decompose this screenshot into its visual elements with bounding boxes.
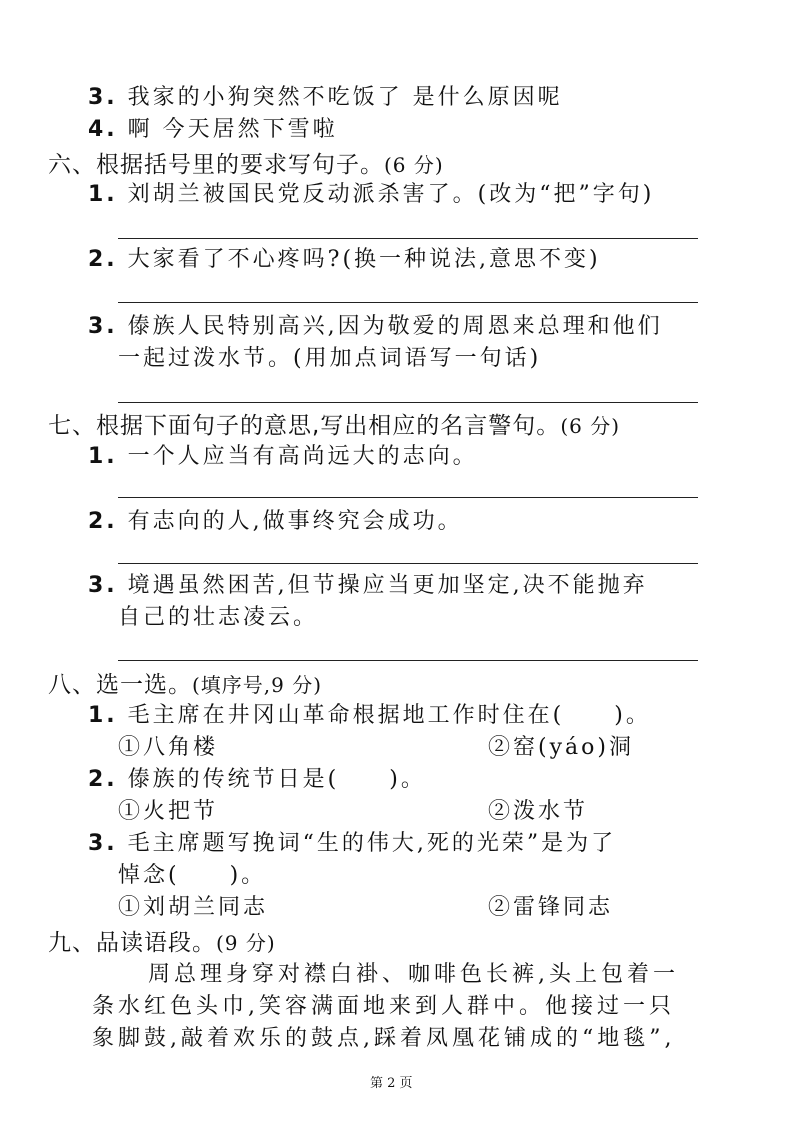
option-2[interactable]: ②泼水节 — [488, 799, 589, 824]
passage-line: 周总理身穿对襟白褂、咖啡色长裤,头上包着一 — [148, 962, 679, 987]
option-2[interactable]: ②窑(yáo)洞 — [488, 735, 634, 760]
section-8-heading: 八、选一选。(填序号,9 分) — [48, 672, 323, 698]
option-1[interactable]: ①八角楼 — [118, 735, 219, 760]
option-1[interactable]: ①火把节 — [118, 799, 219, 824]
sec8-question-3-cont: 悼念( )。 — [118, 863, 267, 888]
section-9-heading: 九、品读语段。(9 分) — [48, 930, 276, 956]
answer-line[interactable] — [118, 238, 698, 239]
sec6-question-3-cont: 一起过泼水节。(用加点词语写一句话) — [118, 346, 542, 371]
sec7-question-1: 1. 一个人应当有高尚远大的志向。 — [88, 444, 478, 469]
answer-line[interactable] — [118, 563, 698, 564]
passage-line: 象脚鼓,敲着欢乐的鼓点,踩着凤凰花铺成的“地毯”, — [92, 1026, 676, 1051]
sec6-question-2: 2. 大家看了不心疼吗?(换一种说法,意思不变) — [88, 247, 601, 272]
section-6-heading: 六、根据括号里的要求写句子。(6 分) — [48, 152, 444, 178]
answer-line[interactable] — [118, 402, 698, 403]
sec8-question-1: 1. 毛主席在井冈山革命根据地工作时住在( )。 — [88, 703, 651, 728]
page-number: 第 2 页 — [370, 1076, 413, 1091]
sec8-question-3: 3. 毛主席题写挽词“生的伟大,死的光荣”是为了 — [88, 831, 617, 856]
section-7-heading: 七、根据下面句子的意思,写出相应的名言警句。(6 分) — [48, 413, 620, 439]
sec6-question-1: 1. 刘胡兰被国民党反动派杀害了。(改为“把”字句) — [88, 182, 655, 207]
answer-line[interactable] — [118, 302, 698, 303]
sec7-question-3-cont: 自己的壮志凌云。 — [118, 605, 319, 630]
sec7-question-3: 3. 境遇虽然困苦,但节操应当更加坚定,决不能抛弃 — [88, 573, 648, 598]
question-4: 4. 啊 今天居然下雪啦 — [88, 117, 338, 142]
sec8-question-2: 2. 傣族的传统节日是( )。 — [88, 767, 426, 792]
option-2[interactable]: ②雷锋同志 — [488, 895, 614, 920]
answer-line[interactable] — [118, 497, 698, 498]
sec7-question-2: 2. 有志向的人,做事终究会成功。 — [88, 509, 463, 534]
option-1[interactable]: ①刘胡兰同志 — [118, 895, 269, 920]
passage-line: 条水红色头巾,笑容满面地来到人群中。他接过一只 — [92, 994, 675, 1019]
question-3: 3. 我家的小狗突然不吃饭了 是什么原因呢 — [88, 85, 563, 110]
sec6-question-3: 3. 傣族人民特别高兴,因为敬爱的周恩来总理和他们 — [88, 314, 663, 339]
answer-line[interactable] — [118, 660, 698, 661]
